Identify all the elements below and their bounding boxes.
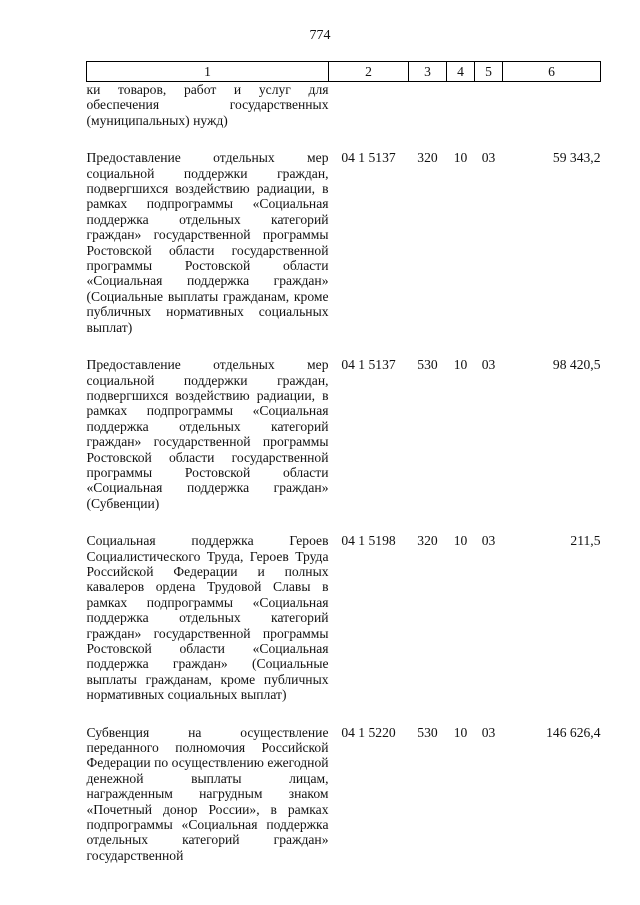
row-amount: 211,5: [570, 533, 601, 549]
row-expense-type: 530: [417, 357, 438, 373]
row-description: ки товаров, работ и услуг для обеспечения государственных (муниципальных) нужд): [86, 82, 329, 128]
table-row: [87, 533, 601, 702]
row-target-code: 04 1 5220: [341, 724, 396, 740]
row-target-code: 04 1 5198: [341, 533, 396, 549]
row-description: Предоставление отдельных мер социальной поддержки граждан, подвергшихся воздействию радиации, в рамках подпрограммы «Социальная поддержка отдельных категорий граждан» государственной программы Ростовской области государственной программы Ростовской области «Социальная поддержка граждан» (Социальные выплаты гражданам, кроме публичных нормативных социальных выплат): [86, 150, 329, 335]
row-amount: 98 420,5: [552, 357, 601, 373]
column-header-3: 3: [409, 62, 447, 82]
row-description: Субвенция на осуществление переданного полномочия Российской Федерации по осуществлению ежегодной денежной выплаты лицам, награжденным нагрудным знаком «Почетный донор России», в рамках подпрограммы «Социальная поддержка отдельных категорий граждан» государственной: [86, 724, 329, 863]
row-expense-type: 320: [417, 150, 438, 166]
table-header-row: [87, 62, 601, 82]
row-target-code: 04 1 5137: [341, 357, 396, 373]
row-description: Социальная поддержка Героев Социалистического Труда, Героев Труда Российской Федерации и полных кавалеров ордена Трудовой Славы в рамках подпрограммы «Социальная поддержка отдельных категорий граждан» государственной программы Ростовской области «Социальная поддержка граждан» (Социальные выплаты гражданам, кроме публичных нормативных социальных выплат): [86, 533, 329, 703]
row-amount: 146 626,4: [546, 724, 601, 740]
budget-table: [86, 61, 601, 863]
row-subsection: 03: [481, 150, 496, 166]
row-amount: 59 343,2: [552, 150, 601, 166]
column-header-6: 6: [503, 62, 601, 82]
row-expense-type: 530: [417, 724, 438, 740]
row-subsection: 03: [481, 533, 496, 549]
row-target-code: 04 1 5137: [341, 150, 396, 166]
table-row: [87, 150, 601, 335]
row-expense-type: 320: [417, 533, 438, 549]
column-header-2: 2: [329, 62, 409, 82]
row-subsection: 03: [481, 357, 496, 373]
column-header-1: 1: [87, 62, 329, 82]
row-section: 10: [453, 150, 468, 166]
page-number: 774: [309, 28, 331, 43]
column-header-5: 5: [475, 62, 503, 82]
row-section: 10: [453, 533, 468, 549]
table-row-continuation: [87, 82, 601, 129]
column-header-4: 4: [447, 62, 475, 82]
row-section: 10: [453, 357, 468, 373]
table-row: [87, 725, 601, 864]
row-subsection: 03: [481, 724, 496, 740]
row-section: 10: [453, 724, 468, 740]
table-row: [87, 357, 601, 511]
row-description: Предоставление отдельных мер социальной поддержки граждан, подвергшихся воздействию радиации, в рамках подпрограммы «Социальная поддержка отдельных категорий граждан» государственной программы Ростовской области государственной программы Ростовской области «Социальная поддержка граждан» (Субвенции): [86, 357, 329, 511]
